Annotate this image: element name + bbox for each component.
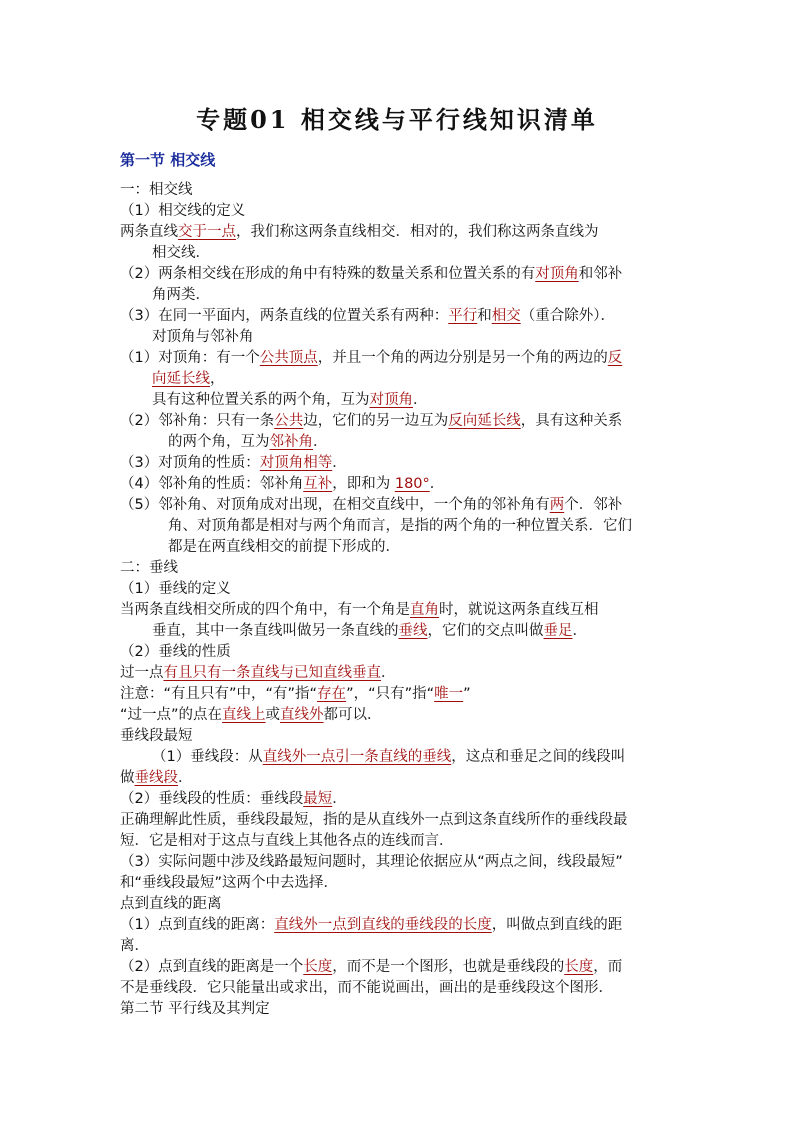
answer-fill: 相交 (491, 308, 521, 324)
text-segment: ． (429, 476, 445, 492)
answer-fill: 直线外一点引一条直线的垂线 (262, 749, 452, 765)
answer-fill: 直线上 (222, 707, 266, 723)
text-segment: 具有这种位置关系的两个角，互为 (152, 392, 370, 408)
text-segment: （2）点到直线的距离是一个 (120, 959, 304, 975)
text-line (120, 642, 231, 663)
text-line (120, 453, 347, 474)
section-heading: 第一节 相交线 (120, 151, 216, 169)
text-segment: 第二节 平行线及其判定 (120, 1001, 270, 1017)
text-segment: ，叫做点到直线的距 (491, 917, 623, 933)
text-segment: ， (210, 371, 225, 387)
text-segment: 正确理解此性质，垂线段最短，指的是从直线外一点到这条直线所作的垂线段最 (120, 812, 628, 828)
text-segment: 和邻补 (578, 266, 623, 282)
text-line (120, 831, 454, 852)
text-segment: ，具有这种关系 (520, 413, 623, 429)
text-segment: 注意：“有且只有”中，“有”指“ (120, 686, 318, 702)
text-segment: 都是在两直线相交的前提下形成的． (168, 539, 400, 555)
answer-fill: 唯一 (434, 686, 464, 702)
text-segment: ． (413, 392, 428, 408)
text-line (120, 726, 193, 747)
text-segment: ． (332, 455, 347, 471)
text-segment: 对顶角与邻补角 (152, 329, 254, 345)
text-segment: （2）两条相交线在形成的角中有特殊的数量关系和位置关系的有 (120, 266, 536, 282)
text-segment: 和“垂线段最短”这两个中去选择． (120, 875, 339, 891)
text-segment: ” (463, 686, 471, 702)
text-segment: （2）垂线段的性质：垂线段 (120, 791, 304, 807)
text-segment: 两条直线 (120, 224, 178, 240)
text-line (120, 810, 628, 831)
text-line (120, 705, 382, 726)
answer-fill: 向延长线 (152, 371, 210, 387)
text-line (152, 327, 254, 348)
text-line (120, 201, 245, 222)
text-segment: 和 (477, 308, 492, 324)
text-segment: 不是垂线段．它只能量出或求出，而不能说画出，画出的是垂线段这个图形． (120, 980, 613, 996)
answer-fill: 邻补角 (269, 434, 313, 450)
text-segment: 过一点 (120, 665, 164, 681)
text-segment: ，即和为 (332, 476, 395, 492)
text-line (152, 369, 225, 390)
text-segment: ，并且一个角的两边分别是另一个角的两边的 (317, 350, 608, 366)
text-segment: 角、对顶角都是相对与两个角而言，是指的两个角的一种位置关系．它们 (168, 518, 632, 534)
text-line (152, 390, 428, 411)
answer-fill: 直角 (410, 602, 439, 618)
text-segment: 二：垂线 (120, 560, 178, 576)
answer-fill: 垂线段 (134, 770, 178, 786)
answer-fill: 有且只有一条直线与已知直线垂直 (163, 665, 381, 681)
text-segment: （4）邻补角的性质：邻补角 (120, 476, 304, 492)
text-segment: （1）对顶角：有一个 (120, 350, 260, 366)
text-segment: ． (332, 791, 347, 807)
answer-fill: 长度 (564, 959, 594, 975)
text-line (120, 663, 396, 684)
text-segment: ． (381, 665, 396, 681)
text-line (152, 243, 210, 264)
text-line (120, 915, 622, 936)
text-segment: ”，“只有”指“ (346, 686, 435, 702)
text-line (120, 978, 613, 999)
text-line (120, 789, 347, 810)
text-segment: 点到直线的距离 (120, 896, 222, 912)
text-line (120, 600, 599, 621)
answer-fill: 对顶角相等 (259, 455, 333, 471)
text-segment: 或 (265, 707, 281, 723)
text-segment: ，我们称这两条直线相交．相对的，我们称这两条直线为 (236, 224, 599, 240)
text-line (120, 306, 615, 327)
text-segment: 边，它们的另一边互为 (303, 413, 449, 429)
text-segment: （1）垂线段：从 (152, 749, 263, 765)
text-segment: 相交线． (152, 245, 210, 261)
text-line (120, 768, 193, 789)
text-line (120, 264, 622, 285)
answer-fill: 对顶角 (369, 392, 413, 408)
text-segment: （2）垂线的性质 (120, 644, 231, 660)
text-line (168, 537, 400, 558)
answer-fill: 垂足 (543, 623, 573, 639)
text-segment: （1）垂线的定义 (120, 581, 231, 597)
answer-fill: 交于一点 (178, 224, 236, 240)
answer-fill: 互补 (303, 476, 333, 492)
text-line (168, 432, 328, 453)
text-segment: （3）对顶角的性质： (120, 455, 260, 471)
text-line (120, 180, 193, 201)
text-segment: （1）相交线的定义 (120, 203, 246, 219)
text-line (120, 873, 338, 894)
text-segment: ，而 (593, 959, 623, 975)
text-line (120, 852, 623, 873)
text-segment: ． (572, 623, 587, 639)
text-segment: （3）在同一平面内，两条直线的位置关系有两种： (120, 308, 449, 324)
text-line (120, 579, 231, 600)
text-segment: 时，就说这两条直线互相 (439, 602, 599, 618)
document-title: 专题01 相交线与平行线知识清单 (196, 105, 598, 134)
text-segment: 垂线段最短 (120, 728, 193, 744)
text-segment: 当两条直线相交所成的四个角中，有一个角是 (120, 602, 410, 618)
text-segment: ． (178, 770, 193, 786)
text-line (120, 999, 270, 1020)
answer-fill: 两 (549, 497, 565, 513)
text-line (120, 222, 599, 243)
text-line (120, 558, 178, 579)
text-segment: 一：相交线 (120, 182, 193, 198)
text-line (120, 684, 471, 705)
answer-fill: 存在 (317, 686, 347, 702)
text-segment: 短．它是相对于这点与直线上其他各点的连线而言． (120, 833, 454, 849)
text-segment: ，而不是一个图形，也就是垂线段的 (332, 959, 565, 975)
text-segment: （5）邻补角、对顶角成对出现，在相交直线中，一个角的邻补角有 (120, 497, 550, 513)
answer-fill: 平行 (448, 308, 478, 324)
text-line (120, 348, 622, 369)
text-line (152, 621, 587, 642)
answer-fill: 反向延长线 (448, 413, 521, 429)
text-segment: 做 (120, 770, 135, 786)
text-segment: “过一点”的点在 (120, 707, 223, 723)
answer-fill: 公共 (274, 413, 304, 429)
text-segment: 的两个角，互为 (168, 434, 270, 450)
text-line (120, 894, 222, 915)
text-line (120, 495, 622, 516)
text-segment: ． (313, 434, 328, 450)
text-line (120, 474, 444, 495)
text-segment: 角两类． (152, 287, 210, 303)
text-segment: （重合除外）． (520, 308, 615, 324)
text-line (120, 936, 149, 957)
text-line (152, 747, 625, 768)
answer-fill: 反 (607, 350, 623, 366)
text-segment: 都可以． (323, 707, 382, 723)
answer-fill: 直线外 (280, 707, 324, 723)
answer-fill: 对顶角 (535, 266, 579, 282)
answer-fill: 180° (394, 476, 430, 492)
text-segment: ，这点和垂足之间的线段叫 (451, 749, 626, 765)
text-line (168, 516, 632, 537)
text-segment: 个．邻补 (564, 497, 623, 513)
answer-fill: 长度 (303, 959, 333, 975)
text-segment: 垂直，其中一条直线叫做另一条直线的 (152, 623, 399, 639)
text-segment: （3）实际问题中涉及线路最短问题时，其理论依据应从“两点之间，线段最短” (120, 854, 623, 870)
text-segment: 离． (120, 938, 149, 954)
text-segment: ，它们的交点叫做 (427, 623, 544, 639)
text-line (120, 957, 622, 978)
text-line (120, 411, 622, 432)
text-line (152, 285, 210, 306)
answer-fill: 垂线 (398, 623, 428, 639)
text-segment: （2）邻补角：只有一条 (120, 413, 275, 429)
answer-fill: 直线外一点到直线的垂线段的长度 (274, 917, 492, 933)
answer-fill: 最短 (303, 791, 333, 807)
text-segment: （1）点到直线的距离： (120, 917, 275, 933)
answer-fill: 公共顶点 (259, 350, 318, 366)
